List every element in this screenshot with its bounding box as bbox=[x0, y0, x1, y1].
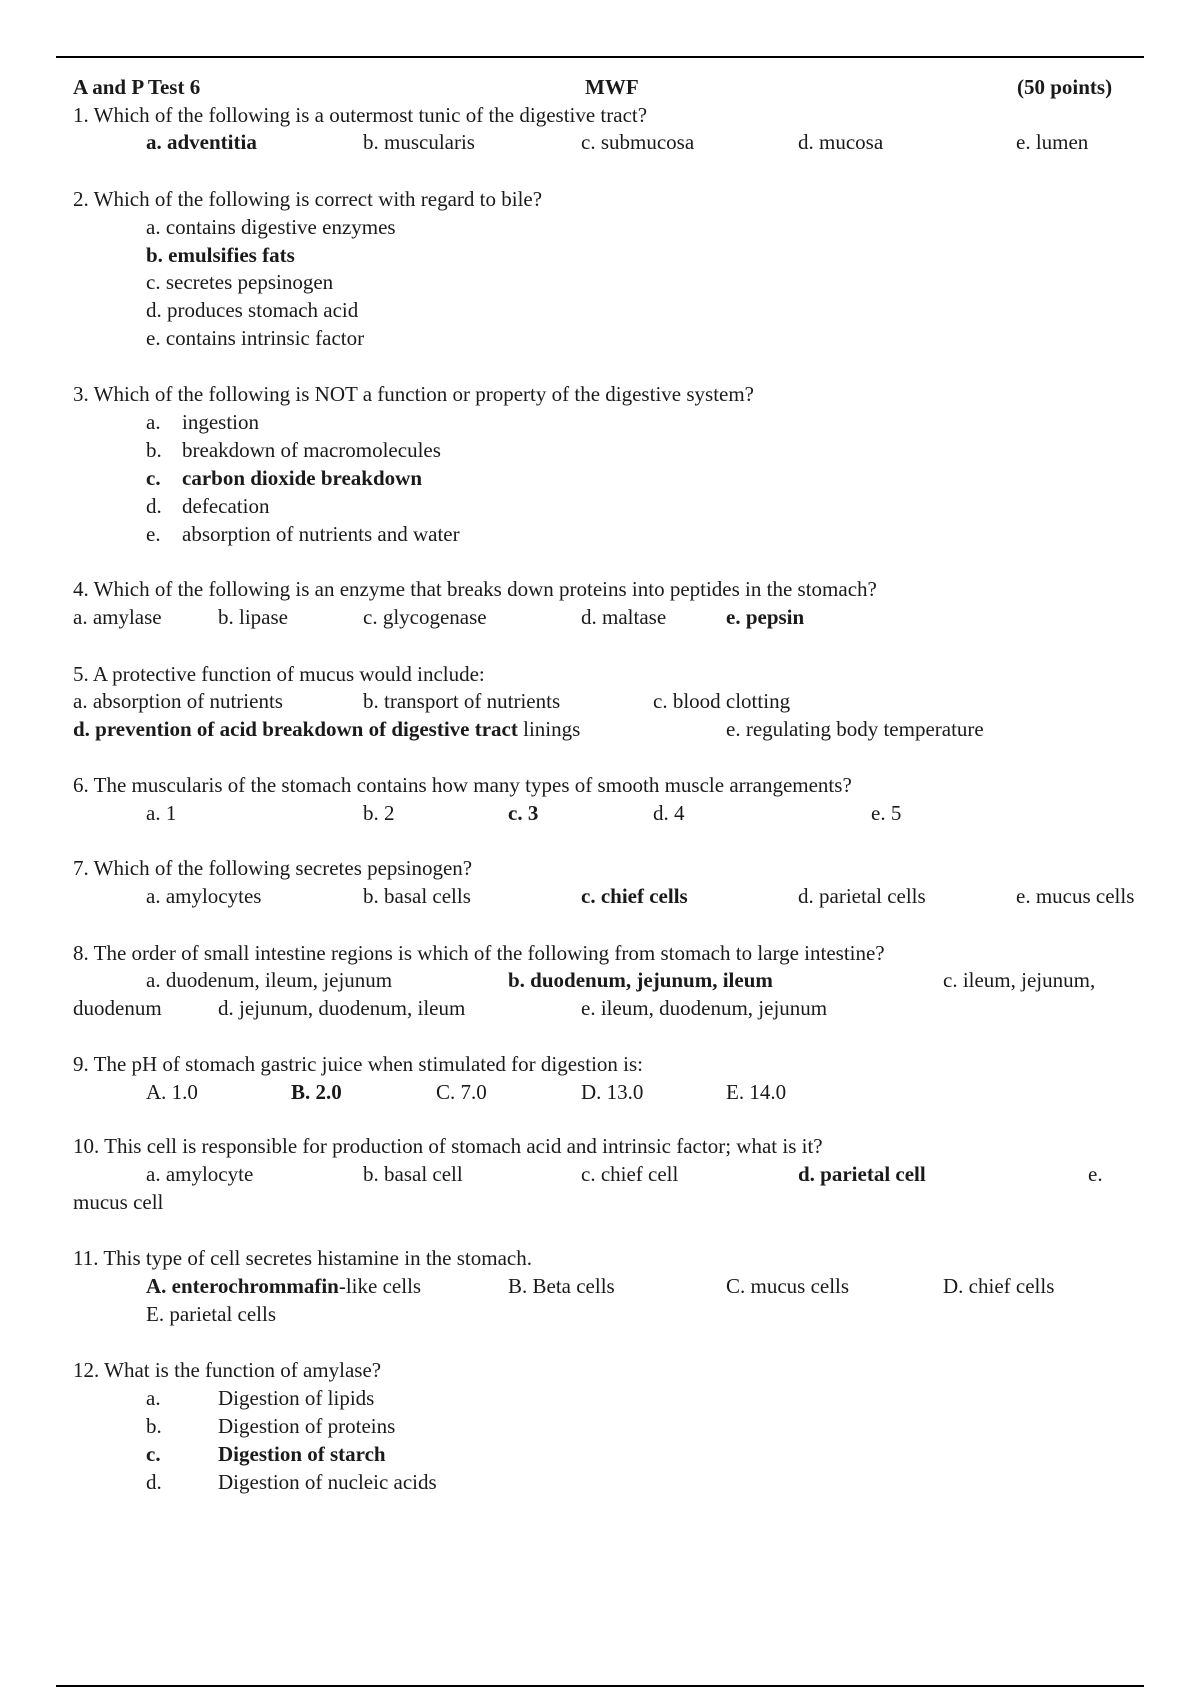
q9-option-e: E. 14.0 bbox=[726, 1080, 787, 1104]
q3-option-a: ingestion bbox=[182, 410, 259, 434]
q5-option-b: b. transport of nutrients bbox=[363, 689, 561, 713]
q5-option-d-tail: linings bbox=[517, 717, 581, 741]
q5-option-c: c. blood clotting bbox=[653, 689, 791, 713]
question-7-stem: 7. Which of the following secretes pepsinogen? bbox=[73, 856, 473, 880]
q8-option-c: c. ileum, jejunum, bbox=[943, 968, 1096, 992]
question-6-stem: 6. The muscularis of the stomach contains how many types of smooth muscle arrangements? bbox=[73, 773, 852, 797]
q12-letter-b: b. bbox=[146, 1414, 162, 1438]
q2-option-c: c. secretes pepsinogen bbox=[146, 270, 334, 294]
q2-option-b: b. emulsifies fats bbox=[146, 243, 295, 267]
q8-option-e: e. ileum, duodenum, jejunum bbox=[581, 996, 828, 1020]
q6-option-e: e. 5 bbox=[871, 801, 902, 825]
q1-option-c: c. submucosa bbox=[581, 130, 695, 154]
q7-option-e: e. mucus cells bbox=[1016, 884, 1135, 908]
q3-option-c: carbon dioxide breakdown bbox=[182, 466, 422, 490]
q7-option-c: c. chief cells bbox=[581, 884, 688, 908]
question-9-stem: 9. The pH of stomach gastric juice when stimulated for digestion is: bbox=[73, 1052, 643, 1076]
q12-letter-a: a. bbox=[146, 1386, 161, 1410]
q10-option-c: c. chief cell bbox=[581, 1162, 679, 1186]
q10-option-d: d. parietal cell bbox=[798, 1162, 926, 1186]
question-11-stem: 11. This type of cell secretes histamine in the stomach. bbox=[73, 1246, 532, 1270]
test-title: A and P Test 6 bbox=[73, 75, 201, 99]
q12-option-b: Digestion of proteins bbox=[218, 1414, 396, 1438]
q11-option-a-bold: A. enterochrommafin bbox=[146, 1274, 339, 1298]
q4-option-d: d. maltase bbox=[581, 605, 667, 629]
q1-option-a: a. adventitia bbox=[146, 130, 257, 154]
q3-option-b: breakdown of macromolecules bbox=[182, 438, 441, 462]
question-4-stem: 4. Which of the following is an enzyme that breaks down proteins into peptides in the stomach? bbox=[73, 577, 877, 601]
q12-letter-c: c. bbox=[146, 1442, 161, 1466]
q2-option-d: d. produces stomach acid bbox=[146, 298, 359, 322]
q7-option-d: d. parietal cells bbox=[798, 884, 926, 908]
q6-option-d: d. 4 bbox=[653, 801, 685, 825]
q8-option-c-wrap: duodenum bbox=[73, 996, 162, 1020]
q5-option-d bbox=[73, 717, 580, 741]
q8-option-b: b. duodenum, jejunum, ileum bbox=[508, 968, 773, 992]
question-12-stem: 12. What is the function of amylase? bbox=[73, 1358, 382, 1382]
q4-option-c: c. glycogenase bbox=[363, 605, 487, 629]
q6-option-a: a. 1 bbox=[146, 801, 177, 825]
q1-option-d: d. mucosa bbox=[798, 130, 884, 154]
q11-option-c: C. mucus cells bbox=[726, 1274, 850, 1298]
q2-option-e: e. contains intrinsic factor bbox=[146, 326, 365, 350]
q10-option-e-wrap: mucus cell bbox=[73, 1190, 164, 1214]
q6-option-c: c. 3 bbox=[508, 801, 539, 825]
q10-option-b: b. basal cell bbox=[363, 1162, 463, 1186]
q3-letter-e: e. bbox=[146, 522, 161, 546]
question-1-stem: 1. Which of the following is a outermost tunic of the digestive tract? bbox=[73, 103, 648, 127]
q12-option-a: Digestion of lipids bbox=[218, 1386, 375, 1410]
q5-option-e: e. regulating body temperature bbox=[726, 717, 984, 741]
q12-option-c: Digestion of starch bbox=[218, 1442, 386, 1466]
q9-option-b: B. 2.0 bbox=[291, 1080, 342, 1104]
q7-option-a: a. amylocytes bbox=[146, 884, 262, 908]
question-8-stem: 8. The order of small intestine regions is which of the following from stomach to large intestine? bbox=[73, 941, 885, 965]
q8-option-d: d. jejunum, duodenum, ileum bbox=[218, 996, 466, 1020]
q5-option-a: a. absorption of nutrients bbox=[73, 689, 283, 713]
q4-option-a: a. amylase bbox=[73, 605, 162, 629]
q3-letter-b: b. bbox=[146, 438, 162, 462]
q2-option-a: a. contains digestive enzymes bbox=[146, 215, 396, 239]
points-label: (50 points) bbox=[1017, 75, 1113, 99]
q11-option-b: B. Beta cells bbox=[508, 1274, 615, 1298]
q9-option-c: C. 7.0 bbox=[436, 1080, 487, 1104]
question-5-stem: 5. A protective function of mucus would include: bbox=[73, 662, 485, 686]
q8-option-a: a. duodenum, ileum, jejunum bbox=[146, 968, 393, 992]
q1-option-b: b. muscularis bbox=[363, 130, 475, 154]
q11-option-d: D. chief cells bbox=[943, 1274, 1055, 1298]
q3-letter-d: d. bbox=[146, 494, 162, 518]
q11-option-a bbox=[146, 1274, 421, 1298]
question-3-stem: 3. Which of the following is NOT a function or property of the digestive system? bbox=[73, 382, 755, 406]
q3-letter-a: a. bbox=[146, 410, 161, 434]
q4-option-e: e. pepsin bbox=[726, 605, 805, 629]
q11-option-a-tail: -like cells bbox=[338, 1274, 422, 1298]
q10-option-a: a. amylocyte bbox=[146, 1162, 254, 1186]
top-rule bbox=[56, 56, 1144, 58]
q3-option-d: defecation bbox=[182, 494, 270, 518]
q6-option-b: b. 2 bbox=[363, 801, 395, 825]
bottom-rule bbox=[56, 1685, 1144, 1687]
q3-option-e: absorption of nutrients and water bbox=[182, 522, 460, 546]
q3-letter-c: c. bbox=[146, 466, 161, 490]
question-2-stem: 2. Which of the following is correct with regard to bile? bbox=[73, 187, 543, 211]
q1-option-e: e. lumen bbox=[1016, 130, 1089, 154]
q4-option-b: b. lipase bbox=[218, 605, 288, 629]
q11-option-e: E. parietal cells bbox=[146, 1302, 277, 1326]
q7-option-b: b. basal cells bbox=[363, 884, 471, 908]
q5-option-d-bold: d. prevention of acid breakdown of digestive tract bbox=[73, 717, 518, 741]
q9-option-a: A. 1.0 bbox=[146, 1080, 198, 1104]
q10-option-e: e. bbox=[1088, 1162, 1103, 1186]
question-10-stem: 10. This cell is responsible for production of stomach acid and intrinsic factor; what is it? bbox=[73, 1134, 823, 1158]
section-label: MWF bbox=[585, 75, 639, 99]
q12-letter-d: d. bbox=[146, 1470, 162, 1494]
q12-option-d: Digestion of nucleic acids bbox=[218, 1470, 437, 1494]
q9-option-d: D. 13.0 bbox=[581, 1080, 644, 1104]
